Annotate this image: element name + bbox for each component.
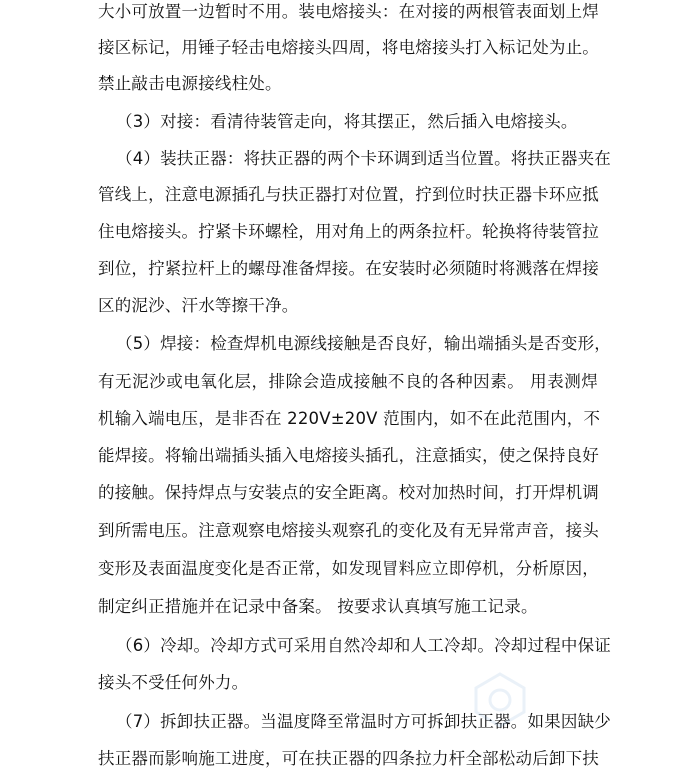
paragraph-line-14: 的接触。保持焊点与安装点的安全距离。校对加热时间，打开焊机调 [98,483,599,502]
paragraph-line-7: 住电熔接头。拧紧卡环螺栓，用对角上的两条拉杆。轮换将待装管拉 [98,222,599,241]
paragraph-line-4: （3）对接：看清待装管走向，将其摆正，然后插入电熔接头。 [116,112,578,131]
paragraph-line-6: 管线上，注意电源插孔与扶正器打对位置，拧到位时扶正器卡环应抵 [98,185,599,204]
paragraph-line-1: 大小可放置一边暂时不用。装电熔接头：在对接的两根管表面划上焊 [98,2,599,21]
paragraph-line-16: 变形及表面温度变化是否正常，如发现冒料应立即停机，分析原因， [98,559,599,578]
paragraph-line-20: （7）拆卸扶正器。当温度降至常温时方可拆卸扶正器。如果因缺少 [116,712,611,731]
watermark-logo-icon [470,670,530,730]
paragraph-line-8: 到位，拧紧拉杆上的螺母准备焊接。在安装时必须随时将溅落在焊接 [98,259,599,278]
paragraph-line-18: （6）冷却。冷却方式可采用自然冷却和人工冷却。冷却过程中保证 [116,636,611,655]
paragraph-line-21: 扶正器而影响施工进度，可在扶正器的四条拉力杆全部松动后卸下扶 [98,749,599,768]
paragraph-line-5: （4）装扶正器：将扶正器的两个卡环调到适当位置。将扶正器夹在 [116,149,611,168]
paragraph-line-17: 制定纠正措施并在记录中备案。 按要求认真填写施工记录。 [98,597,538,616]
paragraph-line-3: 禁止敲击电源接线柱处。 [98,74,282,93]
paragraph-line-10: （5）焊接：检查焊机电源线接触是否良好，输出端插头是否变形， [116,334,611,353]
paragraph-line-12: 机输入端电压，是非否在 220V±20V 范围内，如不在此范围内，不 [98,409,601,428]
paragraph-line-2: 接区标记，用锤子轻击电熔接头四周，将电熔接头打入标记处为止。 [98,38,599,57]
paragraph-line-15: 到所需电压。注意观察电熔接头观察孔的变化及有无异常声音，接头 [98,521,599,540]
paragraph-line-19: 接头不受任何外力。 [98,673,249,692]
paragraph-line-9: 区的泥沙、汗水等擦干净。 [98,296,299,315]
paragraph-line-13: 能焊接。将输出端插头插入电熔接头插孔，注意插实，使之保持良好 [98,446,599,465]
paragraph-line-11: 有无泥沙或电氧化层，排除会造成接触不良的各种因素。 用表测焊 [98,372,598,391]
